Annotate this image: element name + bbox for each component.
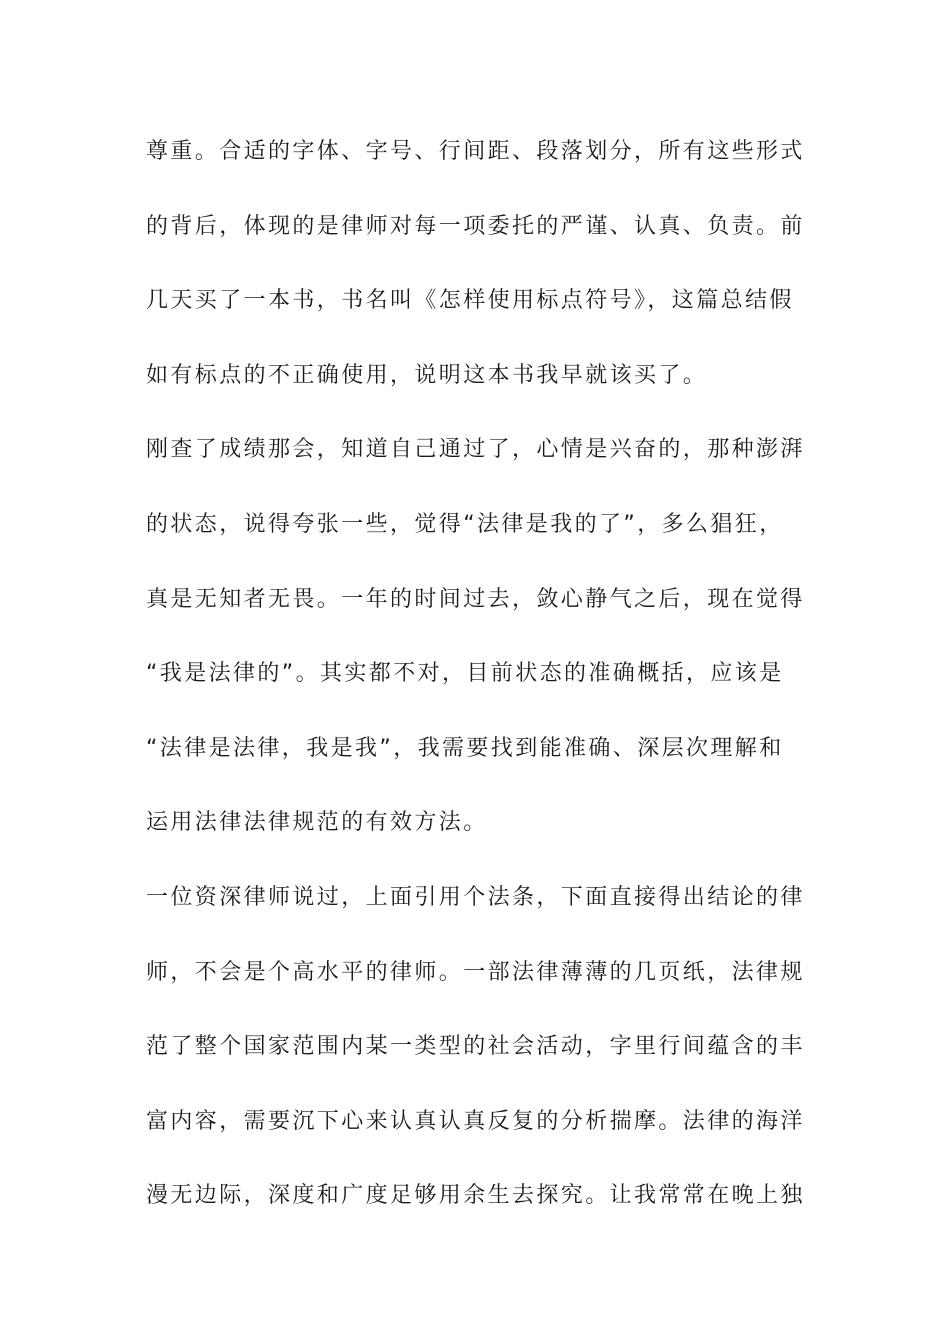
text-line: 富内容，需要沉下心来认真认真反复的分析揣摩。法律的海洋 — [146, 1108, 805, 1134]
text-line: “法律是法律，我是我”，我需要找到能准确、深层次理解和 — [146, 735, 784, 761]
text-line: 真是无知者无畏。一年的时间过去，敛心静气之后，现在觉得 — [146, 586, 805, 612]
text-line: 运用法律法律规范的有效方法。 — [146, 810, 488, 836]
text-line: 几天买了一本书，书名叫《怎样使用标点符号》，这篇总结假 — [146, 288, 794, 314]
text-line: 如有标点的不正确使用，说明这本书我早就该买了。 — [146, 362, 708, 388]
text-line: 漫无边际，深度和广度足够用余生去探究。让我常常在晚上独 — [146, 1183, 805, 1209]
text-line: 尊重。合适的字体、字号、行间距、段落划分，所有这些形式 — [146, 139, 805, 164]
body-text — [146, 127, 808, 1246]
text-line: 刚查了成绩那会，知道自己通过了，心情是兴奋的，那种澎湃 — [146, 437, 805, 463]
text-line: 师，不会是个高水平的律师。一部法律薄薄的几页纸，法律规 — [146, 959, 805, 985]
text-line: 一位资深律师说过，上面引用个法条，下面直接得出结论的律 — [146, 884, 805, 910]
text-line: 的背后，体现的是律师对每一项委托的严谨、认真、负责。前 — [146, 213, 805, 239]
text-line: 范了整个国家范围内某一类型的社会活动，字里行间蕴含的丰 — [146, 1034, 805, 1060]
text-line: “我是法律的”。其实都不对，目前状态的准确概括，应该是 — [146, 661, 784, 687]
text-line: 的状态，说得夸张一些，觉得“法律是我的了”，多么猖狂， — [146, 511, 784, 537]
